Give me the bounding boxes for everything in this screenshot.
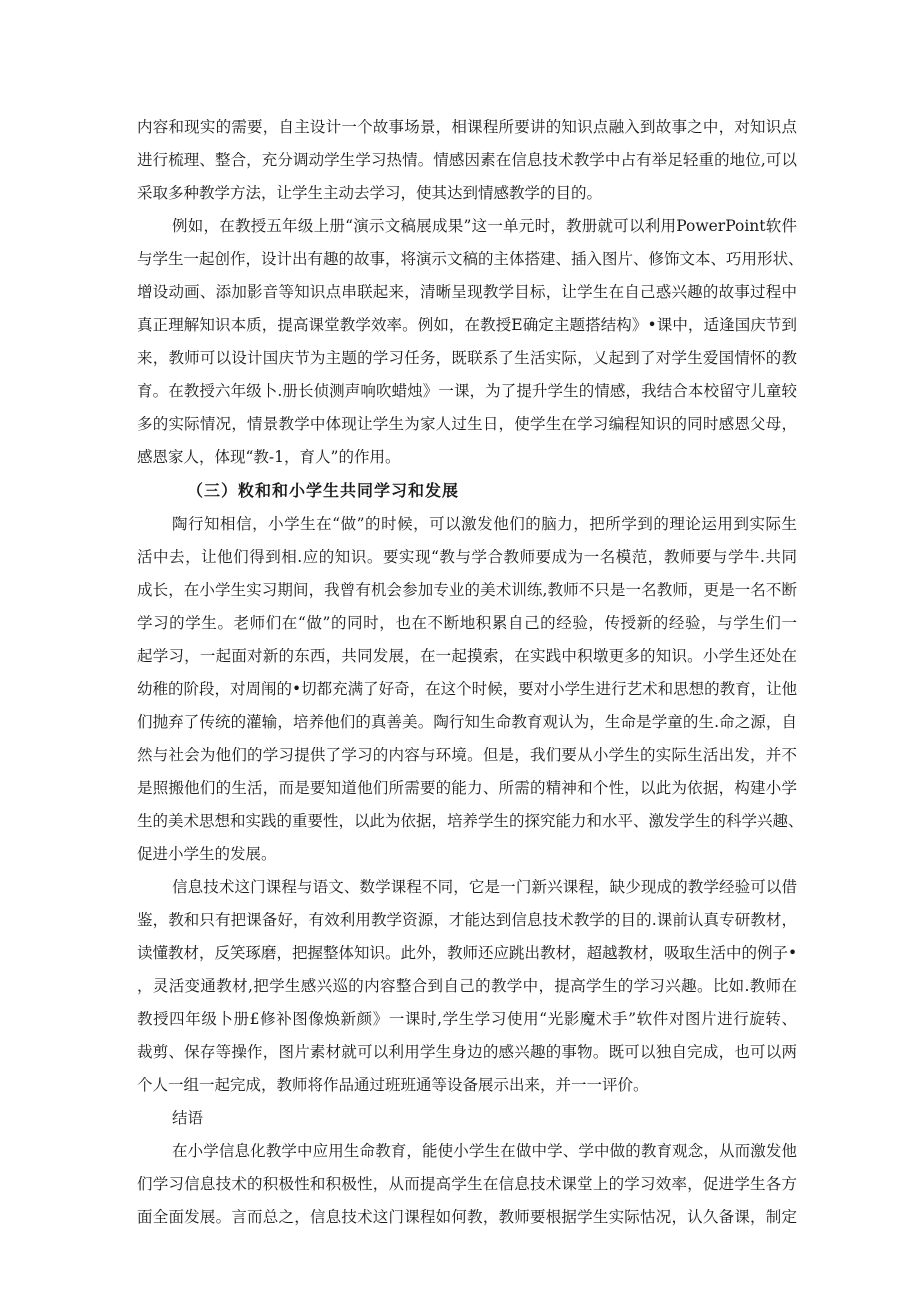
paragraph-line: 内容和现实的需要，自主设计一个故事场景，相课程所要讲的知识点融入到故事之中，对知识点 <box>137 118 797 136</box>
paragraph-line: 活中去，让他们得到相.应的知识。要实现“教与学合教师要成为一名模范，教师要与学牛.共同 <box>137 548 797 566</box>
paragraph-line: 陶行知相信，小学生在“做”的时候，可以激发他们的脑力，把所学到的理论运用到实际生 <box>172 515 797 533</box>
paragraph-line: 起学习，一起面对新的东西，共同发展，在一起摸索，在实践中积墩更多的知识。小学生还处在 <box>137 647 797 665</box>
paragraph-line: ，灵活变通教材,把学生感兴巡的内容整合到自己的教学中，提高学生的学习兴趣。比如.教师在 <box>137 977 797 995</box>
paragraph-line: 鉴，教和只有把课备好，有效利用教学资源，才能达到信息技术教学的目的.课前认真专研教材， <box>137 911 797 929</box>
paragraph-line: 们抛弃了传统的灌输，培养他们的真善美。陶行知生命教育观认为，生命是学童的生.命之源，自 <box>137 713 797 731</box>
paragraph-line: 感恩家人，体现“教-1，育人”的作用。 <box>137 448 401 466</box>
paragraph-line: 是照搬他们的生活，而是要知道他们所需要的能力、所需的精神和个性，以此为依据，构建小学 <box>137 779 797 797</box>
paragraph-line: 进行梳理、整合，充分调动学生学习热情。情感因素在信息技术教学中占有举足轻重的地位,可以 <box>137 151 797 169</box>
paragraph-line: 与学生一起创作，设计出有趣的故事，将演示文稿的主体搭建、插入图片、修饰文本、巧用形状、 <box>137 250 804 268</box>
paragraph-line: 育。在教授六年级卜.册长侦测声响吹蜡烛》一课，为了提升学生的情感，我结合本校留守儿童较 <box>137 382 797 400</box>
paragraph-line: 裁剪、保存等操作，图片素材就可以利用学生身边的感兴趣的事物。既可以独自完成，也可以两 <box>137 1043 797 1061</box>
paragraph-line: 面全面发展。言而总之，信息技术这门课程如何教，教师要根据学生实际怙况，认久备课，制定 <box>137 1208 797 1226</box>
paragraph-line: 学习的学生。老师们在“做”的同时，也在不断地积累自己的经验，传授新的经验，与学生们一 <box>137 614 797 632</box>
paragraph-line: 教授四年级卜册£修补图像焕新颜》一课时,学生学习使用“光影魔术手”软件对图片进行旋转、 <box>137 1010 797 1028</box>
paragraph-line: 多的实际情况，情景教学中体现让学生为家人过生日，使学生在学习编程知识的同时感恩父母， <box>137 415 797 433</box>
paragraph-line: 采取多种教学方法，让学生主动去学习，使其达到情感教学的目的。 <box>137 184 603 202</box>
paragraph-line: 信息技术这门课程与语文、数学课程不同，它是一门新兴课程，缺少现成的教学经验可以借 <box>172 878 797 896</box>
paragraph-line: 来，教师可以设计国庆节为主题的学习任务，既联系了生活实际，乂起到了对学生爱国情怀的教 <box>137 349 797 367</box>
conclusion-heading: 结语 <box>172 1109 204 1127</box>
paragraph-line: 然与社会为他们的学习提供了学习的内容与环境。但是，我们要从小学生的实际生活出发，并不 <box>137 746 797 764</box>
paragraph-line: 真正理解知识本质，提高课堂教学效率。例如，在教授E确定主题搭结构》•课中，适逢国庆节到 <box>137 316 797 334</box>
paragraph-line: 们学习信息技术的积极性和积极性，从而提高学生在信息技术课堂上的学习效率，促进学生各方 <box>137 1175 797 1193</box>
paragraph-line: 读懂教材，反笑琢磨，把握整体知识。此外，教师还应跳出教材，超越教材，吸取生活中的例子• <box>137 944 798 962</box>
paragraph-line: 成长，在小学生实习期间，我曾有机会参加专业的美术训练,教师不只是一名教师，更是一名不断 <box>137 581 797 599</box>
paragraph-line: 在小学信息化教学中应用生命教育，能使小学生在做中学、学中做的教育观念，从而激发他 <box>172 1142 797 1160</box>
paragraph-line: 个人一组一起完成，教师将作品通过班班通等设备展示出来，并一一评价。 <box>137 1076 649 1094</box>
paragraph-line: 例如，在教授五年级上册“演示文稿展成果”这一单元时，教册就可以利用PowerPoint软件 <box>172 217 797 235</box>
paragraph-line: 促进小学生的发展。 <box>137 845 277 863</box>
section-heading: （三）敉和和小学生共同学习和发展 <box>187 481 460 500</box>
paragraph-line: 生的美术思想和实践的重要性，以此为依据，培养学生的探究能力和水平、激发学生的科学兴趣、 <box>137 812 804 830</box>
paragraph-line: 幼稚的阶段，对周闱的•切都充满了好奇，在这个时候，要对小学生进行艺术和思想的教育，让他 <box>137 680 798 698</box>
paragraph-line: 增设动画、添加影音等知识点串联起来，清晰呈现教学目标，让学生在自己惑兴趣的故事过程中 <box>137 283 797 301</box>
